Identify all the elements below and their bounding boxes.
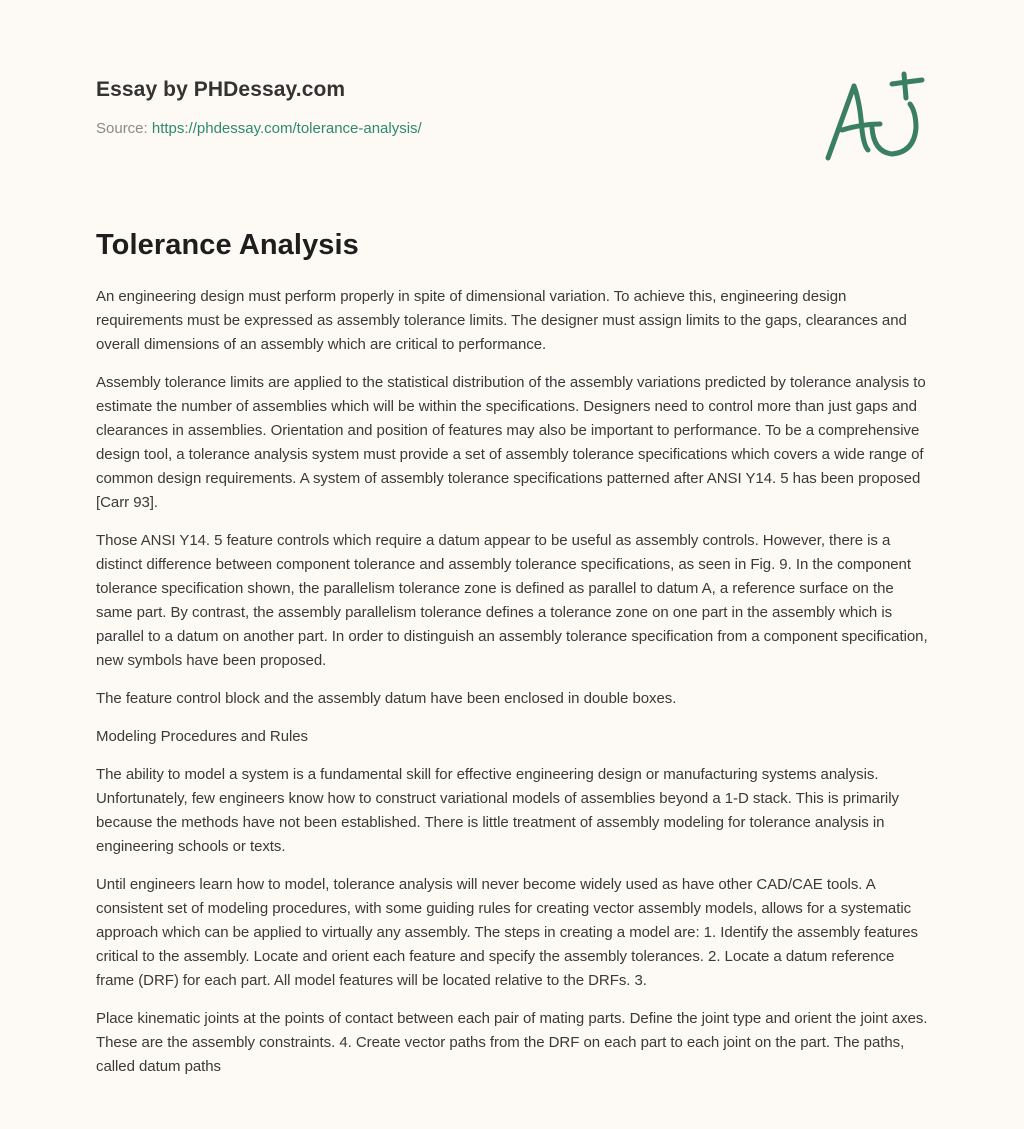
paragraph: The feature control block and the assembly datum have been enclosed in double boxes.	[96, 690, 677, 707]
a-plus-grade-icon	[822, 68, 928, 164]
paragraph: An engineering design must perform properly in spite of dimensional variation. To achieve this, engineering design requirements must be expressed as assembly tolerance limits. The designer must assign limits to the gaps, clearances and overall dimensions of an assembly which are critical to performance.	[96, 288, 907, 353]
article-body	[96, 285, 934, 1093]
paragraph: The ability to model a system is a fundamental skill for effective engineering design or manufacturing systems analysis. Unfortunately, few engineers know how to construct variational models of assemblies beyond a 1-D stack. This is primarily because the methods have not been established. There is little treatment of assembly modeling for tolerance analysis in engineering schools or texts.	[96, 766, 899, 855]
site-title: Essay by PHDessay.com	[96, 78, 346, 101]
source-line	[96, 119, 796, 139]
section-subheading: Modeling Procedures and Rules	[96, 728, 309, 745]
paragraph: Assembly tolerance limits are applied to the statistical distribution of the assembly variations predicted by tolerance analysis to estimate the number of assemblies which will be within the specifications. Designers need to control more than just gaps and clearances in assemblies. Orientation and position of features may also be important to performance. To be a comprehensive design tool, a tolerance analysis system must provide a set of assembly tolerance specifications which covers a wide range of common design requirements. A system of assembly tolerance specifications patterned after ANSI Y14. 5 has been proposed [Carr 93].	[96, 374, 926, 511]
article-title: Tolerance Analysis	[96, 229, 359, 261]
essay-header	[96, 76, 796, 139]
paragraph: Place kinematic joints at the points of contact between each pair of mating parts. Define the joint type and orient the joint axes. These are the assembly constraints. 4. Create vector paths from the DRF on each part to each joint on the part. The paths, called datum paths	[96, 1010, 928, 1075]
source-link[interactable]: https://phdessay.com/tolerance-analysis/	[151, 120, 422, 137]
paragraph: Those ANSI Y14. 5 feature controls which require a datum appear to be useful as assembly controls. However, there is a distinct difference between component tolerance and assembly tolerance specifications, as seen in Fig. 9. In the component tolerance specification shown, the parallelism tolerance zone is defined as parallel to datum A, a reference surface on the same part. By contrast, the assembly parallelism tolerance defines a tolerance zone on one part in the assembly which is parallel to a datum on another part. In order to distinguish an assembly tolerance specification from a component specification, new symbols have been proposed.	[96, 532, 928, 669]
source-label: Source:	[96, 120, 148, 137]
paragraph: Until engineers learn how to model, tolerance analysis will never become widely used as have other CAD/CAE tools. A consistent set of modeling procedures, with some guiding rules for creating vector assembly models, allows for a systematic approach which can be applied to virtually any assembly. The steps in creating a model are: 1. Identify the assembly features critical to the assembly. Locate and orient each feature and specify the assembly tolerances. 2. Locate a datum reference frame (DRF) for each part. All model features will be located relative to the DRFs. 3.	[96, 876, 918, 989]
